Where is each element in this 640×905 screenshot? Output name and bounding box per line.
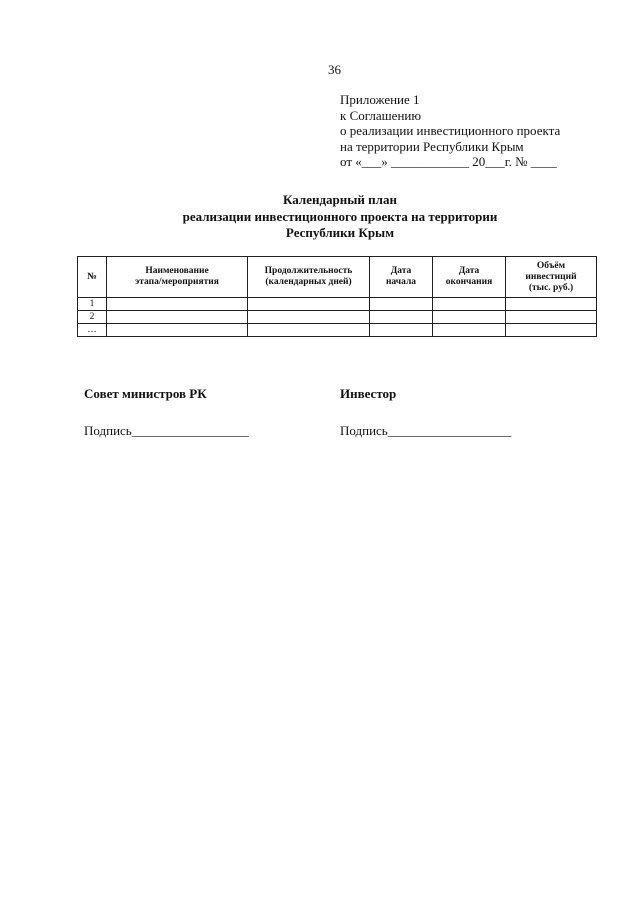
table-cell [433,311,506,324]
document-title [140,192,540,242]
table-cell [370,324,433,337]
table-cell [107,311,248,324]
appendix-line: Приложение 1 [340,92,420,107]
title-line: реализации инвестиционного проекта на территории [182,208,498,224]
header-investment-volume: Объём инвестиций (тыс. руб.) [506,257,597,298]
council-of-ministers-label: Совет министров РК [84,386,207,401]
table-cell [107,298,248,311]
table-cell [370,311,433,324]
appendix-line: от «___» ____________ 20___г. № ____ [340,154,557,169]
appendix-block [340,92,560,170]
council-signature-line: Подпись__________________ [84,423,249,438]
table-cell [506,324,597,337]
table-cell [433,324,506,337]
row-number: 1 [78,298,107,311]
row-number: … [78,324,107,337]
appendix-line: к Соглашению [340,107,422,123]
table-cell [370,298,433,311]
header-start-date: Дата начала [370,257,433,298]
investor-label: Инвестор [340,386,397,401]
header-stage-name: Наименование этапа/мероприятия [107,257,248,298]
page-number: 36 [328,62,341,77]
row-number: 2 [78,311,107,324]
investor-signature-line: Подпись___________________ [340,423,512,438]
table-row [78,324,597,337]
table-cell [248,298,370,311]
title-line: Календарный план [283,192,397,207]
appendix-line: на территории Республики Крым [340,138,524,154]
title-line: Республики Крым [285,225,395,240]
table-cell [107,324,248,337]
appendix-line: о реализации инвестиционного проекта [340,123,561,138]
header-end-date: Дата окончания [433,257,506,298]
table-cell [248,311,370,324]
table-cell [248,324,370,337]
table-cell [506,298,597,311]
calendar-plan-table [77,256,597,337]
table-row [78,311,597,324]
header-num: № [78,257,107,298]
table-cell [506,311,597,324]
header-duration: Продолжительность (календарных дней) [248,257,370,298]
table-header-row [78,257,597,298]
table-cell [433,298,506,311]
table-row [78,298,597,311]
